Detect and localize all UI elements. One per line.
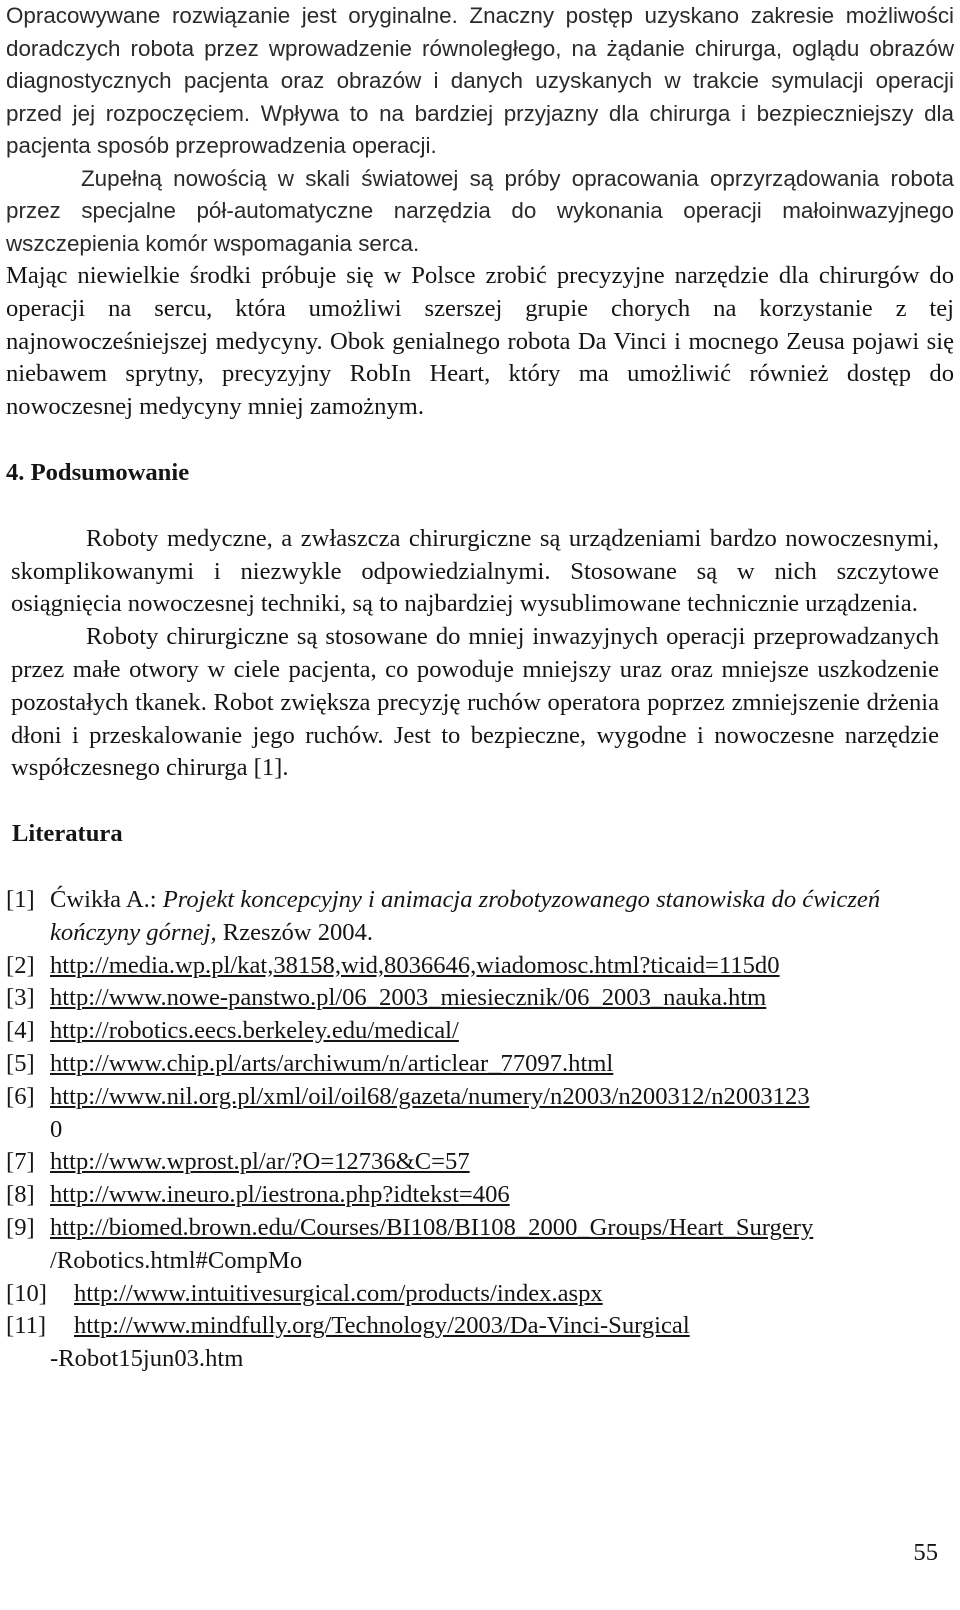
summary-paragraph-1: Roboty medyczne, a zwłaszcza chirurgiczne są urządzeniami bardzo nowoczesnymi, skomplikowanymi i niezwykle odpowiedzialnymi. Stosowane są w nich szczytowe osiągnięcia nowoczesnej techniki, są to najbardziej wysublimowane technicznie urządzenia. [11,524,939,618]
reference-title: Projekt koncepcyjny i animacja zrobotyzowanego stanowiska do ćwiczeń kończyny górnej, [50,885,881,946]
reference-number: [2] [6,951,35,979]
reference-author: Ćwikła A.: [50,885,163,913]
reference-number: [5] [6,1049,35,1077]
reference-list [6,884,936,1376]
reference-item [6,1015,936,1048]
reference-text [50,884,936,950]
reference-link[interactable]: http://biomed.brown.edu/Courses/BI108/BI108_2000_Groups/Heart_Surgery [50,1213,814,1241]
reference-number: [8] [6,1181,35,1209]
reference-number: [4] [6,1017,35,1045]
reference-item [6,1212,936,1278]
reference-link-continuation: -Robot15jun03.htm [50,1345,244,1373]
reference-link[interactable]: http://www.ineuro.pl/iestrona.php?idtekst=406 [50,1181,510,1209]
reference-number: [6] [6,1082,35,1110]
summary-paragraph-2: Roboty chirurgiczne są stosowane do mniej inwazyjnych operacji przeprowadzanych przez małe otwory w ciele pacjenta, co powoduje mniejszy uraz oraz mniejsze uszkodzenie pozostałych tkanek. Robot zwiększa precyzję ruchów operatora poprzez zmniejszenie drżenia dłoni i przeskalowanie jego ruchów. Jest to bezpieczne, wygodne i nowoczesne narzędzie współczesnego chirurga [1]. [11,623,939,782]
reference-number: [7] [6,1148,35,1176]
reference-number: [11] [6,1312,47,1340]
reference-link-continuation: 0 [50,1115,63,1143]
reference-number: [3] [6,984,35,1012]
summary-heading: 4. Podsumowanie [6,458,190,486]
reference-number: [9] [6,1213,35,1241]
reference-link-continuation: /Robotics.html#CompMo [50,1246,303,1274]
intro-paragraph-1: Opracowywane rozwiązanie jest oryginalne. Znaczny postęp uzyskano zakresie możliwości doradczych robota przez wprowadzenie równoległego, na żądanie chirurga, oglądu obrazów diagnostycznych pacjenta oraz obrazów i danych uzyskanych w trakcie symulacji operacji przed jej rozpoczęciem. Wpływa to na bardziej przyjazny dla chirurga i bezpieczniejszy dla pacjenta sposób przeprowadzenia operacji. [6,3,954,158]
reference-item [6,1048,936,1081]
reference-number: [10] [6,1279,47,1307]
reference-item [6,884,936,950]
reference-item [6,1310,936,1376]
reference-link[interactable]: http://www.intuitivesurgical.com/products/index.aspx [74,1279,603,1307]
intro-section [6,0,954,260]
literature-heading: Literatura [12,820,123,848]
reference-link[interactable]: http://www.nowe-panstwo.pl/06_2003_miesiecznik/06_2003_nauka.htm [50,984,767,1012]
reference-link[interactable]: http://robotics.eecs.berkeley.edu/medical/ [50,1017,459,1045]
reference-item [6,950,936,983]
page-number: 55 [913,1539,938,1566]
robin-heart-section [6,260,954,424]
document-page [6,0,954,1376]
reference-item [6,1278,936,1311]
reference-link[interactable]: http://www.chip.pl/arts/archiwum/n/articlear_77097.html [50,1049,614,1077]
reference-item [6,982,936,1015]
reference-publication: Rzeszów 2004. [216,918,374,946]
reference-link[interactable]: http://media.wp.pl/kat,38158,wid,8036646,wiadomosc.html?ticaid=115d0 [50,951,780,979]
reference-link[interactable]: http://www.wprost.pl/ar/?O=12736&C=57 [50,1148,470,1176]
reference-link[interactable]: http://www.mindfully.org/Technology/2003/Da-Vinci-Surgical [74,1312,690,1340]
summary-section [11,523,939,785]
reference-link[interactable]: http://www.nil.org.pl/xml/oil/oil68/gazeta/numery/n2003/n200312/n2003123 [50,1082,810,1110]
reference-item [6,1081,936,1147]
reference-item [6,1179,936,1212]
reference-number: [1] [6,885,35,913]
intro-paragraph-3: Mając niewielkie środki próbuje się w Polsce zrobić precyzyjne narzędzie dla chirurgów do operacji na sercu, która umożliwi szerszej grupie chorych na korzystanie z tej najnowocześniejszej medycyny. Obok genialnego robota Da Vinci i mocnego Zeusa pojawi się niebawem sprytny, precyzyjny RobIn Heart, który ma umożliwić również dostęp do nowoczesnej medycyny mniej zamożnym. [6,262,954,421]
intro-paragraph-2: Zupełną nowością w skali światowej są próby opracowania oprzyrządowania robota przez specjalne pół-automatyczne narzędzia do wykonania operacji małoinwazyjnego wszczepienia komór wspomagania serca. [6,165,954,256]
reference-item [6,1146,936,1179]
